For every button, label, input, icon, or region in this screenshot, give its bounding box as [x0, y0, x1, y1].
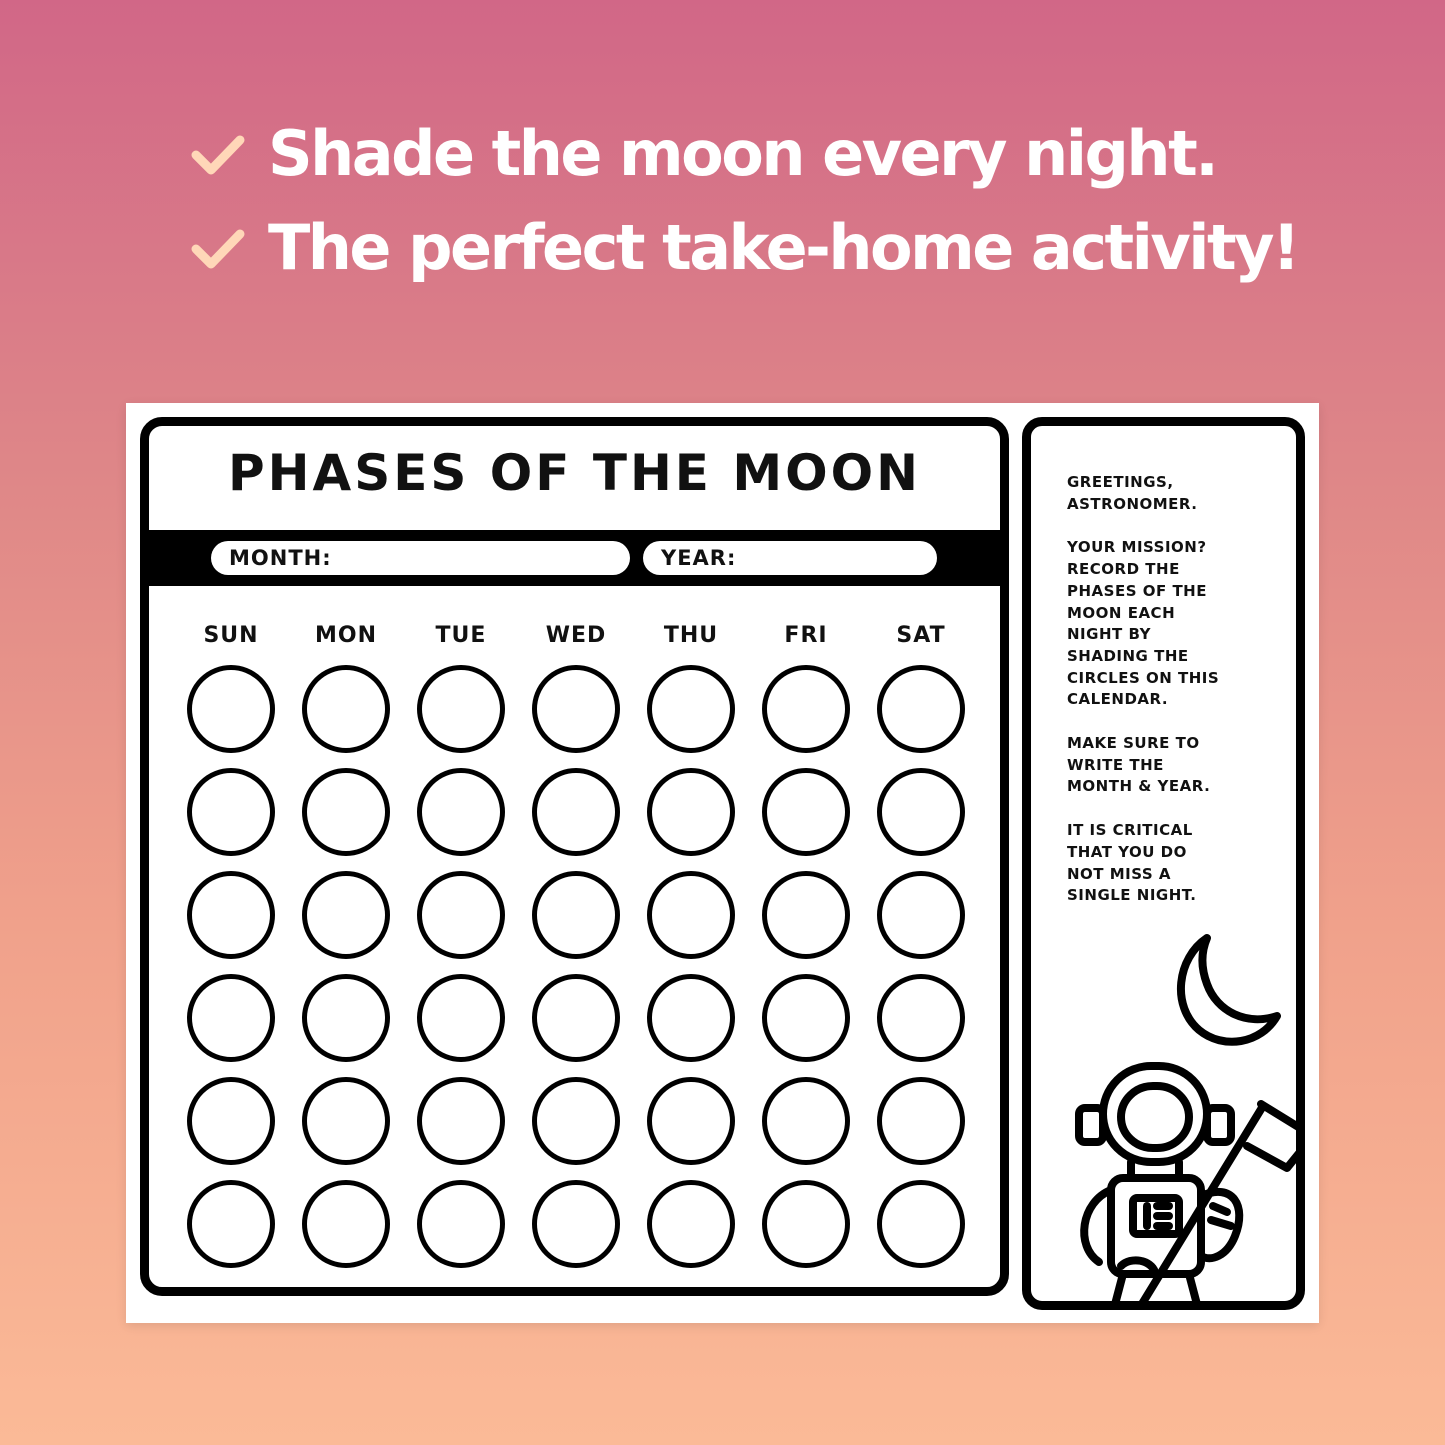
year-label: YEAR:: [661, 546, 737, 570]
instructions-paragraph: IT IS CRITICAL THAT YOU DO NOT MISS A SINGLE NIGHT.: [1067, 821, 1197, 905]
moon-circle[interactable]: [532, 768, 620, 856]
moon-circle[interactable]: [647, 871, 735, 959]
headline-text: Shade the moon every night.: [268, 117, 1217, 190]
moon-circle[interactable]: [877, 1077, 965, 1165]
instructions-paragraph: MAKE SURE TO WRITE THE MONTH & YEAR.: [1067, 734, 1211, 796]
instructions-paragraph: YOUR MISSION? RECORD THE PHASES OF THE MOON EACH NIGHT BY SHADING THE CIRCLES ON THIS CALENDAR.: [1067, 538, 1220, 709]
headline-item: [190, 202, 1370, 294]
moon-circle[interactable]: [302, 871, 390, 959]
moon-circle[interactable]: [302, 974, 390, 1062]
moon-circle[interactable]: [532, 1077, 620, 1165]
moon-circle[interactable]: [532, 871, 620, 959]
moon-circle[interactable]: [187, 768, 275, 856]
moon-circle[interactable]: [877, 768, 965, 856]
instructions-text: [1067, 472, 1287, 929]
moon-circle[interactable]: [187, 974, 275, 1062]
moon-circle[interactable]: [762, 1180, 850, 1268]
astronaut-icon: [1051, 1056, 1305, 1310]
weekday-header: [149, 623, 1000, 653]
moon-circle[interactable]: [762, 768, 850, 856]
weekday-label: THU: [663, 623, 719, 648]
moon-circle[interactable]: [877, 871, 965, 959]
weekday-label: MON: [314, 623, 377, 648]
moon-circle[interactable]: [187, 871, 275, 959]
month-year-band: [149, 530, 1000, 586]
instructions-panel: [1022, 417, 1305, 1310]
moon-circle[interactable]: [647, 665, 735, 753]
calendar-panel: [140, 417, 1009, 1296]
moon-circle[interactable]: [877, 665, 965, 753]
moon-circle[interactable]: [647, 1180, 735, 1268]
year-field[interactable]: [643, 541, 937, 575]
weekday-label: WED: [545, 623, 607, 648]
moon-circle[interactable]: [532, 974, 620, 1062]
moon-circle[interactable]: [532, 665, 620, 753]
moon-circle[interactable]: [417, 1077, 505, 1165]
moon-circle[interactable]: [302, 1077, 390, 1165]
moon-circle[interactable]: [302, 1180, 390, 1268]
moon-circle[interactable]: [417, 1180, 505, 1268]
moon-circle[interactable]: [417, 665, 505, 753]
moon-circle[interactable]: [302, 665, 390, 753]
weekday-label: SUN: [203, 623, 259, 648]
moon-circle[interactable]: [417, 871, 505, 959]
headline-text: The perfect take-home activity!: [268, 211, 1298, 284]
moon-circle[interactable]: [762, 871, 850, 959]
moon-circle[interactable]: [877, 974, 965, 1062]
moon-circle[interactable]: [762, 665, 850, 753]
checkmark-icon: [190, 222, 246, 274]
weekday-label: SAT: [896, 623, 946, 648]
crescent-moon-icon: [1161, 926, 1291, 1056]
moon-circle[interactable]: [417, 974, 505, 1062]
month-label: MONTH:: [229, 546, 332, 570]
moon-circle[interactable]: [417, 768, 505, 856]
moon-circle[interactable]: [647, 1077, 735, 1165]
month-field[interactable]: [211, 541, 630, 575]
moon-circle[interactable]: [302, 768, 390, 856]
moon-circle[interactable]: [187, 665, 275, 753]
weekday-label: TUE: [435, 623, 487, 648]
worksheet: [126, 403, 1319, 1323]
moon-circle[interactable]: [762, 974, 850, 1062]
checkmark-icon: [190, 128, 246, 180]
headline-item: [190, 108, 1370, 200]
worksheet-title: PHASES OF THE MOON: [228, 444, 921, 502]
moon-circle[interactable]: [647, 974, 735, 1062]
moon-circle[interactable]: [762, 1077, 850, 1165]
weekday-label: FRI: [784, 623, 828, 648]
moon-circle[interactable]: [187, 1077, 275, 1165]
instructions-paragraph: GREETINGS, ASTRONOMER.: [1067, 473, 1198, 513]
moon-circle[interactable]: [647, 768, 735, 856]
moon-circle[interactable]: [187, 1180, 275, 1268]
moon-circle[interactable]: [532, 1180, 620, 1268]
headline-list: [190, 108, 1370, 296]
moon-circle[interactable]: [877, 1180, 965, 1268]
